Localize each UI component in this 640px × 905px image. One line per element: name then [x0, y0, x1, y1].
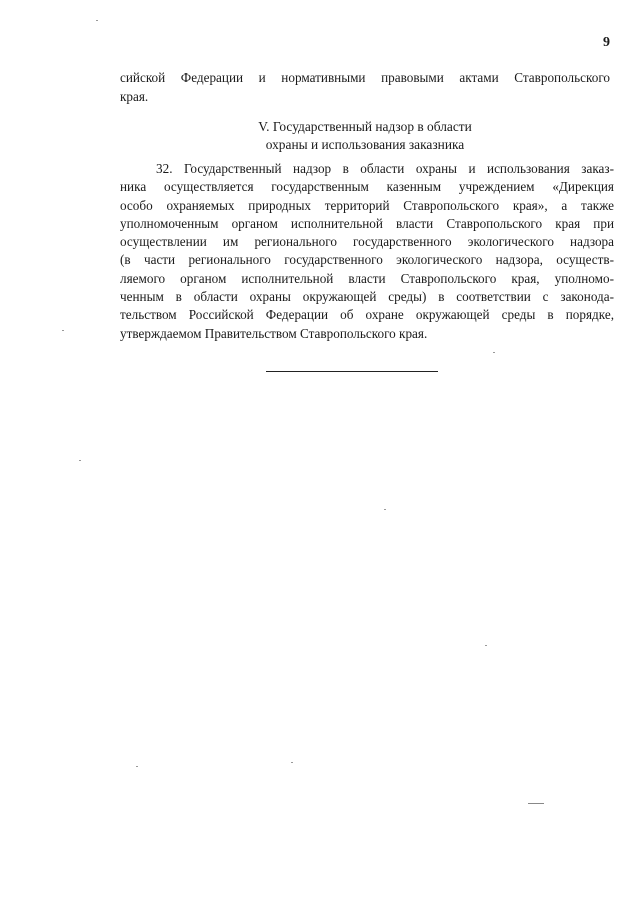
continuation-text — [120, 69, 610, 106]
paragraph-line: ченным в области охраны окружающей среды) в соответствии с законода- — [120, 289, 614, 305]
scan-speck — [485, 645, 487, 646]
page-number: 9 — [603, 35, 610, 50]
paragraph-line: осуществлении им регионального государственного экологического надзора — [120, 234, 614, 250]
section-heading-line: V. Государственный надзор в области — [258, 119, 472, 134]
continuation-line: сийской Федерации и нормативными правовыми актами Ставропольского — [120, 70, 610, 85]
scan-speck — [493, 352, 495, 353]
scan-speck — [136, 766, 138, 767]
paragraph-line: 32. Государственный надзор в области охраны и использования заказ- — [156, 161, 614, 176]
end-separator-line — [266, 371, 438, 372]
section-heading — [120, 118, 610, 154]
scan-speck — [384, 509, 386, 510]
paragraph-line: (в части регионального государственного экологического надзора, осуществ- — [120, 252, 614, 268]
paragraph-line: уполномоченным органом исполнительной власти Ставропольского края при — [120, 215, 614, 231]
paragraph-line: тельством Российской Федерации об охране окружающей среды в порядке, — [120, 307, 614, 323]
scan-speck — [96, 20, 98, 21]
paragraph-line: особо охраняемых природных территорий Ставропольского края», а также — [120, 197, 614, 213]
paragraph-line: ляемого органом исполнительной власти Ставропольского края, уполномо- — [120, 270, 614, 286]
paragraph-line: утверждаемом Правительством Ставропольского края. — [120, 325, 428, 341]
paragraph-line: ника осуществляется государственным казенным учреждением «Дирекция — [120, 179, 614, 195]
paragraph-32 — [120, 160, 614, 343]
scan-speck — [62, 330, 64, 331]
scan-speck — [79, 460, 81, 461]
continuation-line: края. — [120, 88, 149, 104]
scan-speck — [291, 762, 293, 763]
section-heading-line: охраны и использования заказника — [265, 137, 465, 152]
scan-mark — [528, 803, 544, 804]
